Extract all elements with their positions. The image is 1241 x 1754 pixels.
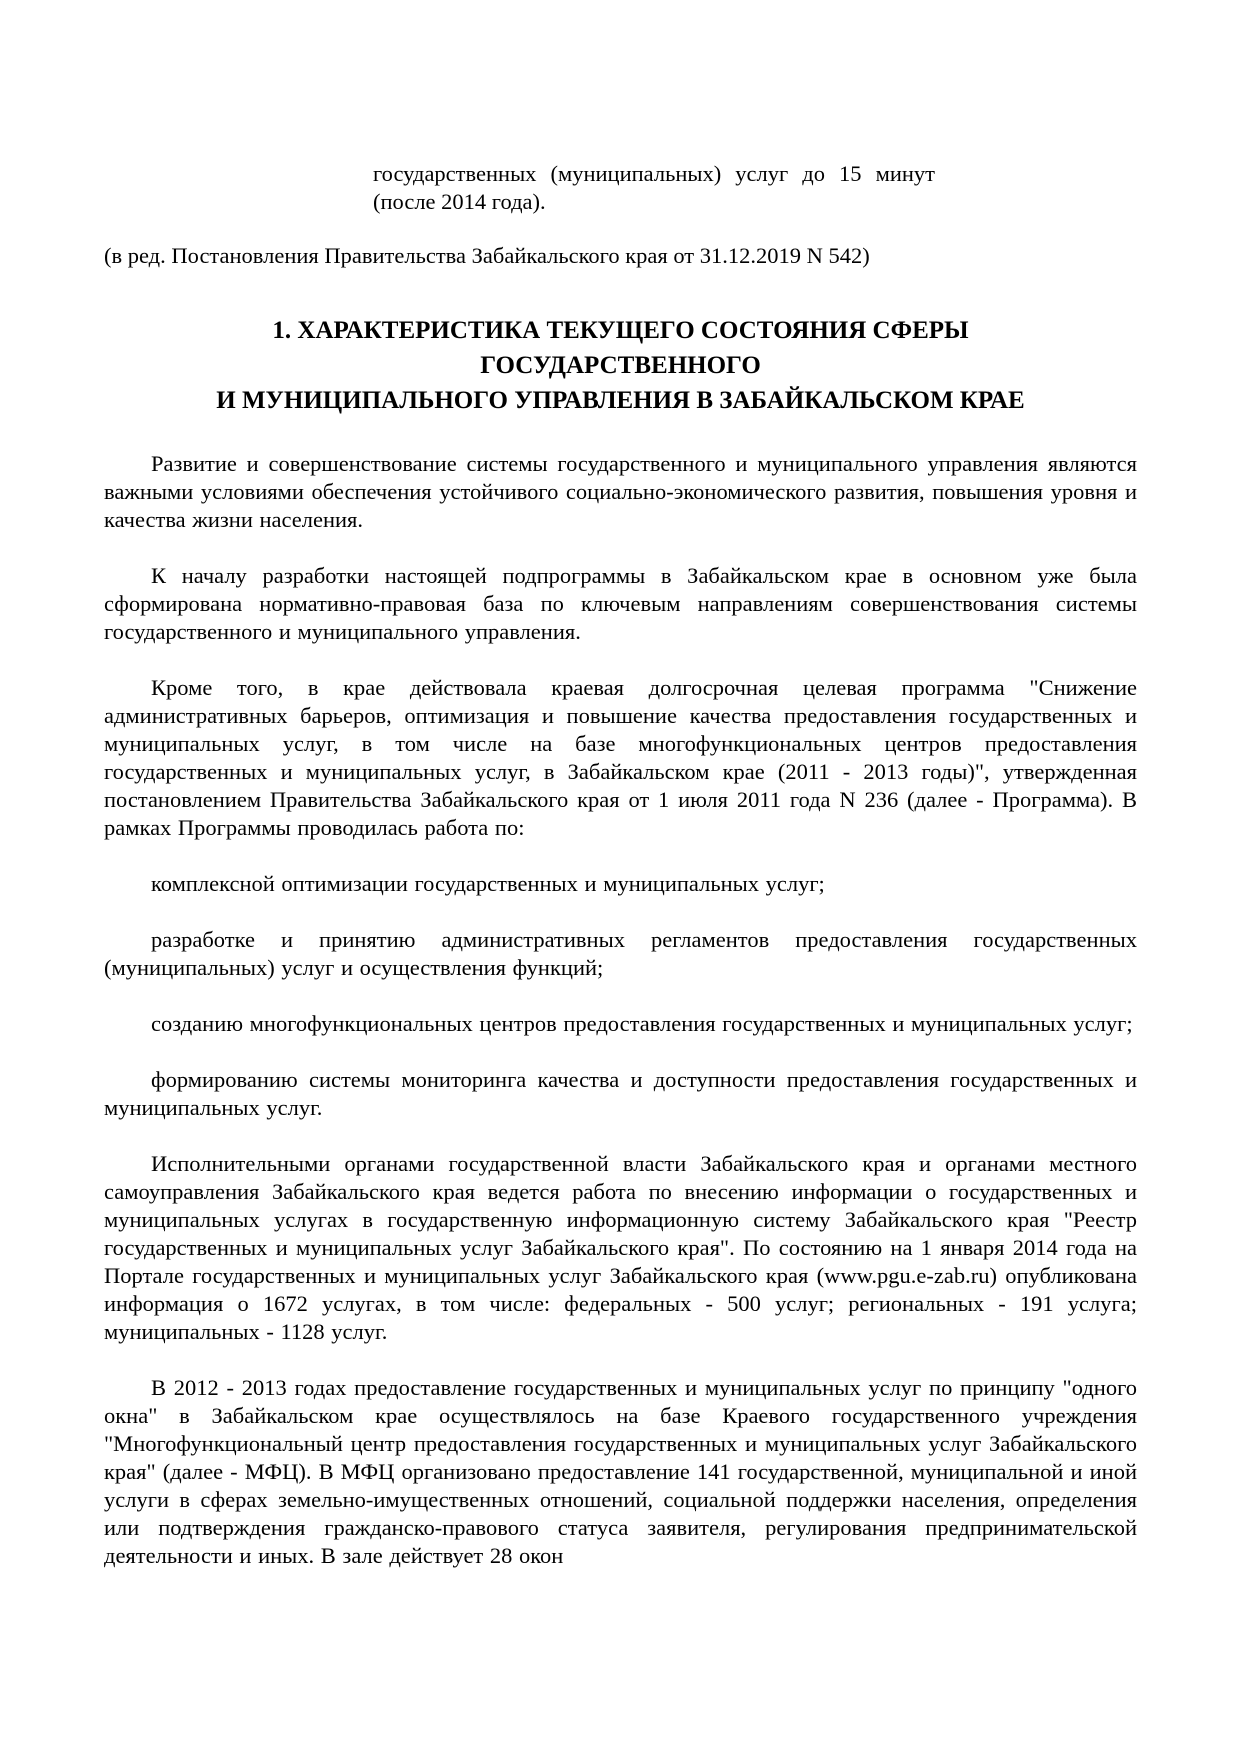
list-item-mfc-creation: созданию многофункциональных центров предоставления государственных и муниципальных услуг; xyxy=(151,1011,1133,1036)
section-heading-line: И МУНИЦИПАЛЬНОГО УПРАВЛЕНИЯ В ЗАБАЙКАЛЬСКОМ КРАЕ xyxy=(216,387,1025,414)
list-item-monitoring: формированию системы мониторинга качества и доступности предоставления государственных и муниципальных услуг. xyxy=(104,1067,1137,1120)
clause-continuation xyxy=(373,160,935,216)
clause-continuation-line: (после 2014 года). xyxy=(373,189,546,214)
section-heading xyxy=(104,313,1137,418)
paragraph-development: Развитие и совершенствование системы государственного и муниципального управления являются важными условиями обеспечения устойчивого социально-экономического развития, повышения уровня и качества жизни населения. xyxy=(104,451,1137,532)
paragraph-registry-portal: Исполнительными органами государственной власти Забайкальского края и органами местного самоуправления Забайкальского края ведется работа по внесению информации о государственных и муниципальных услугах в государственную информационную систему Забайкальского края "Реестр государственных и муниципальных услуг Забайкальского края". По состоянию на 1 января 2014 года на Портале государственных и муниципальных услуг Забайкальского края (www.pgu.e-zab.ru) опубликована информация о 1672 услугах, в том числе: федеральных - 500 услуг; региональных - 191 услуга; муниципальных - 1128 услуг. xyxy=(104,1151,1137,1344)
paragraph-mfc-services: В 2012 - 2013 годах предоставление государственных и муниципальных услуг по принципу "одного окна" в Забайкальском крае осуществлялось на базе Краевого государственного учреждения "Многофункциональный центр предоставления государственных и муниципальных услуг Забайкальского края" (далее - МФЦ). В МФЦ организовано предоставление 141 государственной, муниципальной и иной услуги в сферах земельно-имущественных отношений, социальной поддержки населения, определения или подтверждения гражданско-правового статуса заявителя, регулирования предпринимательской деятельности и иных. В зале действует 28 окон xyxy=(104,1375,1137,1568)
paragraph-legal-base: К началу разработки настоящей подпрограммы в Забайкальском крае в основном уже была сформирована нормативно-правовая база по ключевым направлениям совершенствования системы государственного и муниципального управления. xyxy=(104,563,1137,644)
paragraph-program: Кроме того, в крае действовала краевая долгосрочная целевая программа "Снижение административных барьеров, оптимизация и повышение качества предоставления государственных и муниципальных услуг, в том числе на базе многофункциональных центров предоставления государственных и муниципальных услуг, в Забайкальском крае (2011 - 2013 годы)", утвержденная постановлением Правительства Забайкальского края от 1 июля 2011 года N 236 (далее - Программа). В рамках Программы проводилась работа по: xyxy=(104,675,1137,840)
list-item-optimization: комплексной оптимизации государственных и муниципальных услуг; xyxy=(151,871,825,896)
section-heading-line: ГОСУДАРСТВЕННОГО xyxy=(480,352,761,379)
clause-continuation-line: государственных (муниципальных) услуг до 15 минут xyxy=(373,161,935,186)
list-item-regulations: разработке и принятию административных регламентов предоставления государственных (муниципальных) услуг и осуществления функций; xyxy=(104,927,1137,980)
section-heading-line: 1. ХАРАКТЕРИСТИКА ТЕКУЩЕГО СОСТОЯНИЯ СФЕРЫ xyxy=(272,317,969,344)
edition-note: (в ред. Постановления Правительства Забайкальского края от 31.12.2019 N 542) xyxy=(104,243,870,268)
